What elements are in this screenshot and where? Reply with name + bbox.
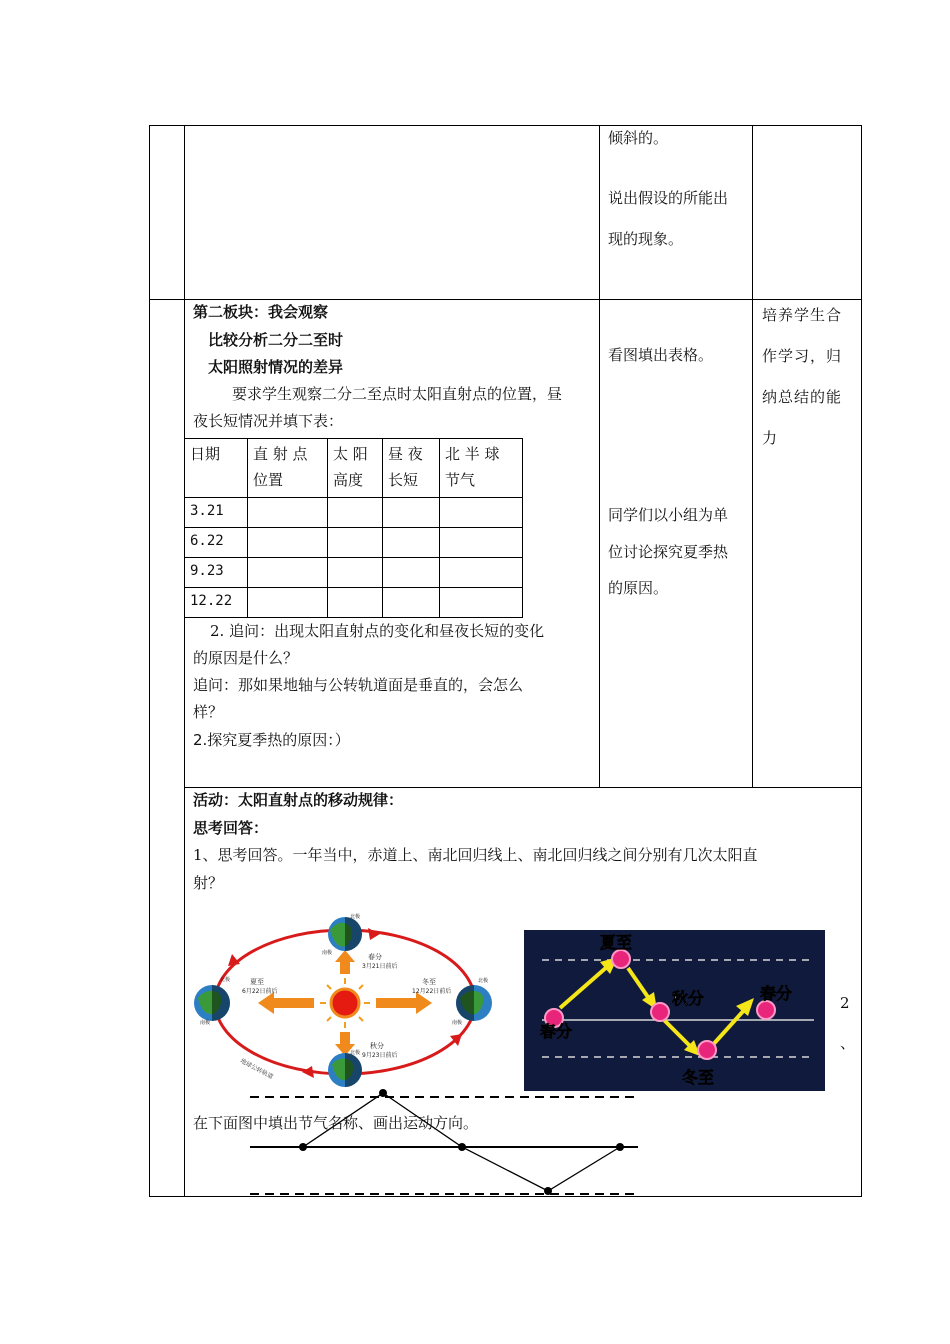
- winter-date: 12月22日前后: [412, 988, 452, 995]
- goal-text-4: 力: [762, 429, 778, 447]
- question-2-line-1: 2. 追问：出现太阳直射点的变化和昼夜长短的变化: [210, 622, 545, 640]
- table-cell[interactable]: [440, 558, 523, 588]
- summer-date: 6月22日前后: [242, 988, 278, 995]
- table-cell[interactable]: [383, 588, 440, 618]
- row2-col3-text-2: 同学们以小组为单: [608, 506, 729, 524]
- diagram-background: [524, 930, 825, 1091]
- solar-point-movement-diagram: [524, 930, 825, 1091]
- earth-orbit-figure: [190, 912, 500, 1097]
- spring-equinox-right-label: 春分: [760, 984, 793, 1003]
- path-dots: [299, 1089, 624, 1195]
- table-cell[interactable]: [248, 588, 328, 618]
- table-cell[interactable]: [328, 558, 383, 588]
- table-row: [185, 498, 523, 528]
- table-cell[interactable]: [328, 498, 383, 528]
- south-pole-label: 南极: [322, 950, 333, 956]
- earth-icon: [194, 985, 230, 1021]
- question-2-line-2: 的原因是什么？: [193, 649, 299, 667]
- north-pole-label: 北极: [350, 914, 361, 920]
- table-top-border: [149, 125, 862, 126]
- goal-text-1: 培养学生合: [762, 306, 843, 324]
- header-day-length: 昼 夜 长短: [388, 445, 423, 489]
- orbit-arrow-icon: [302, 1066, 314, 1078]
- table-row: [185, 528, 523, 558]
- table-row: [185, 558, 523, 588]
- south-pole-label: 南极: [452, 1020, 463, 1026]
- table-cell[interactable]: [248, 528, 328, 558]
- table-cell[interactable]: [248, 498, 328, 528]
- table-cell[interactable]: [328, 528, 383, 558]
- row-date: 6.22: [190, 533, 224, 549]
- table-cell[interactable]: [383, 558, 440, 588]
- north-pole-label: 北极: [478, 978, 489, 984]
- table-left-border: [149, 125, 150, 1197]
- activity-question-line-1: 1、思考回答。一年当中，赤道上、南北回归线上、南北回归线之间分别有几次太阳直: [193, 846, 758, 864]
- spring-equinox-left-label: 春分: [540, 1022, 573, 1041]
- activity-title: 活动：太阳直射点的移动规律：: [193, 791, 404, 809]
- side-mark: 、: [840, 1034, 856, 1052]
- row-date: 9.23: [190, 563, 224, 579]
- question-3-line-2: 样？: [193, 703, 224, 721]
- fill-in-movement-diagram[interactable]: [240, 1088, 640, 1196]
- question-4: 2.探究夏季热的原因：）: [193, 731, 350, 749]
- autumn-date: 9月23日前后: [362, 1052, 398, 1059]
- row2-col3-text-3: 位讨论探究夏季热: [608, 543, 729, 561]
- section-subtitle-2: 太阳照射情况的差异: [208, 358, 344, 376]
- row2-col3-text-1: 看图填出表格。: [608, 346, 714, 364]
- winter-label: 冬至: [422, 978, 436, 986]
- table-cell[interactable]: [440, 588, 523, 618]
- question-3-line-1: 追问：那如果地轴与公转轨道面是垂直的，会怎么: [193, 676, 524, 694]
- header-position: 直 射 点 位置: [253, 445, 308, 489]
- summer-label: 夏至: [250, 978, 264, 986]
- table-row: [185, 588, 523, 618]
- solstice-table: [184, 438, 523, 618]
- col3-divider: [752, 125, 753, 788]
- movement-path: [303, 1093, 620, 1191]
- instruction-line-2: 夜长短情况并填下表：: [193, 412, 344, 430]
- fill-prompt: 在下面图中填出节气名称、画出运动方向。: [193, 1114, 479, 1132]
- row1-text-2: 说出假设的所能出: [608, 189, 729, 207]
- row2-col3-text-4: 的原因。: [608, 579, 669, 597]
- activity-question-line-2: 射？: [193, 874, 224, 892]
- table-cell[interactable]: [440, 498, 523, 528]
- table-cell[interactable]: [383, 498, 440, 528]
- sun-icon: [320, 978, 370, 1028]
- orbit-label: 地球公转轨道: [239, 1057, 275, 1081]
- col1-divider: [184, 125, 185, 1197]
- orbit-arrow-icon: [368, 928, 380, 940]
- north-pole-label: 北极: [350, 1050, 361, 1056]
- row-date: 12.22: [190, 593, 233, 609]
- instruction-line-1: 要求学生观察二分二至点时太阳直射点的位置，昼: [232, 385, 563, 403]
- row1-bottom-border: [149, 299, 862, 300]
- south-pole-label: 南极: [200, 1020, 211, 1026]
- table-cell[interactable]: [248, 558, 328, 588]
- north-pole-label: 北极: [220, 977, 231, 983]
- row2-bottom-border: [184, 787, 862, 788]
- row1-text-3: 现的现象。: [608, 230, 684, 248]
- goal-text-3: 纳总结的能: [762, 388, 843, 406]
- spring-date: 3月21日前后: [362, 963, 398, 970]
- earth-icon: [328, 917, 362, 951]
- earth-icon: [456, 985, 492, 1021]
- row1-text-1: 倾斜的。: [608, 129, 669, 147]
- header-sun-height: 太 阳 高度: [333, 445, 368, 489]
- goal-text-2: 作学习，归: [762, 347, 843, 365]
- table-cell[interactable]: [328, 588, 383, 618]
- section-subtitle-1: 比较分析二分二至时: [208, 331, 344, 349]
- activity-subtitle: 思考回答：: [193, 819, 269, 837]
- table-header-row: [185, 439, 523, 498]
- summer-solstice-label: 夏至: [600, 933, 633, 952]
- row-date: 3.21: [190, 503, 224, 519]
- section-title: 第二板块：我会观察: [193, 303, 329, 321]
- table-cell[interactable]: [383, 528, 440, 558]
- header-date: 日期: [190, 445, 221, 463]
- header-solar-term: 北 半 球 节气: [445, 445, 500, 489]
- spring-label: 春分: [368, 953, 382, 961]
- table-bottom-border: [149, 1196, 862, 1197]
- winter-solstice-label: 冬至: [682, 1068, 715, 1087]
- table-cell[interactable]: [440, 528, 523, 558]
- autumn-label: 秋分: [370, 1042, 384, 1050]
- earth-icon: [328, 1053, 362, 1087]
- table-right-border: [861, 125, 862, 1197]
- col2-divider: [599, 125, 600, 788]
- side-number: 2: [840, 994, 850, 1012]
- autumn-equinox-label: 秋分: [672, 989, 705, 1008]
